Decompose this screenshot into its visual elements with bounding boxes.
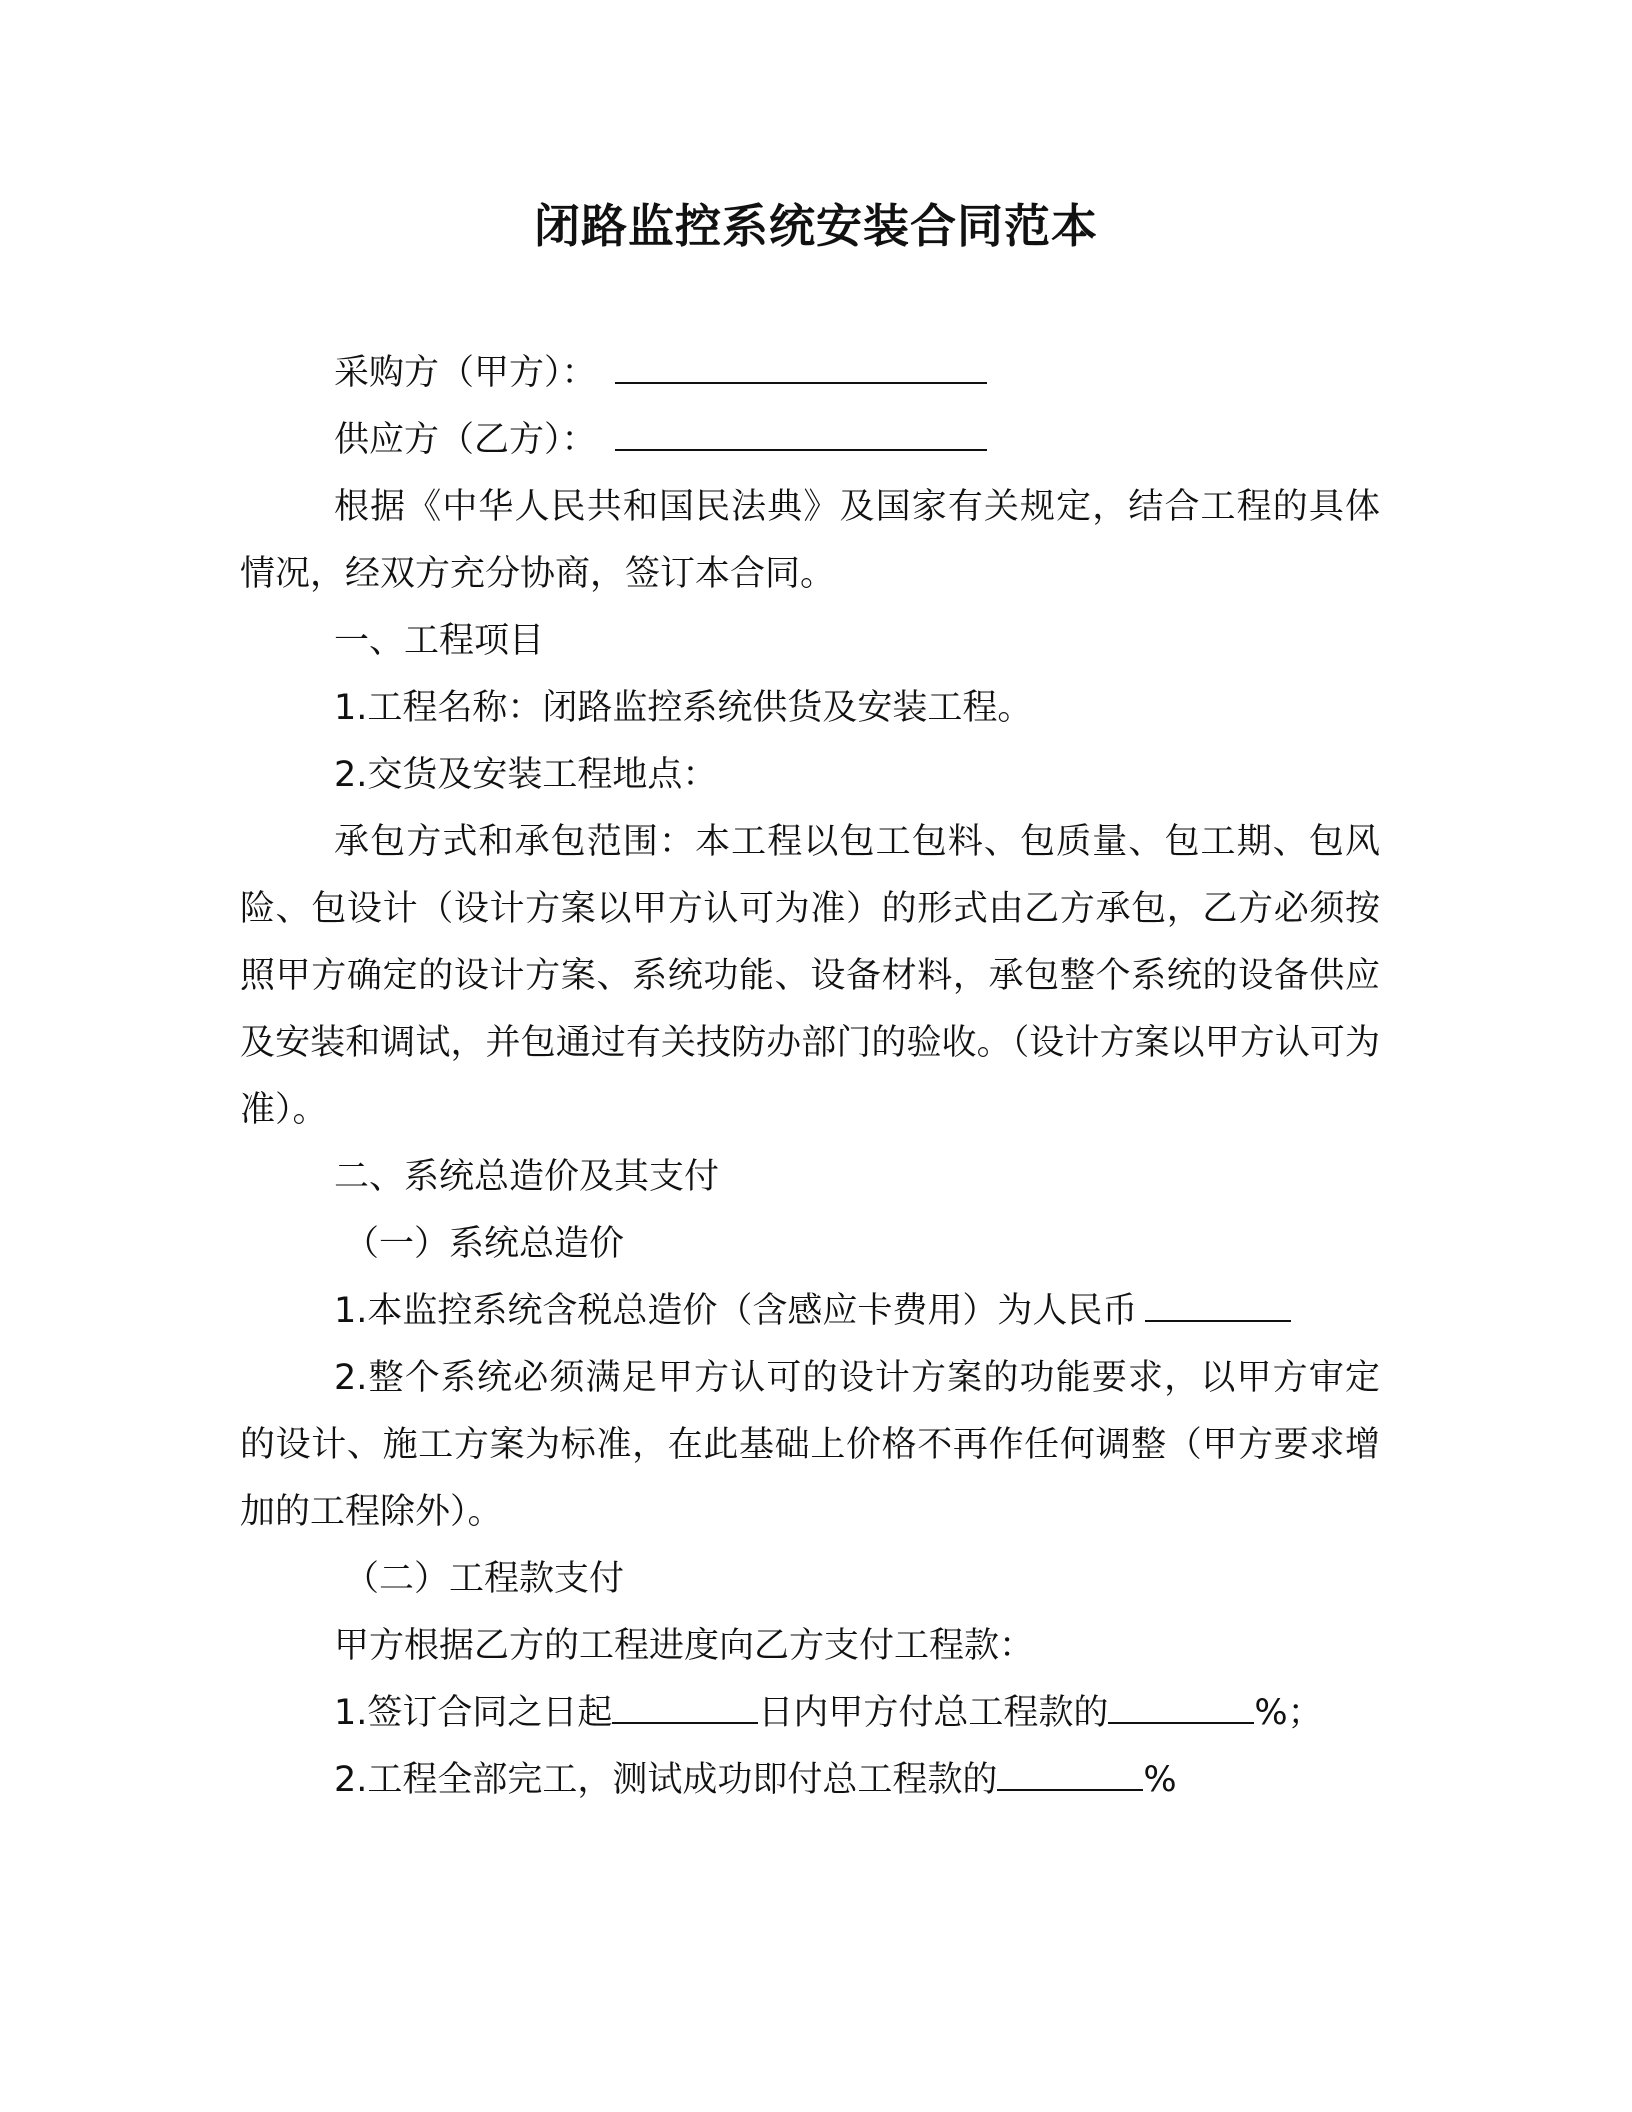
scope-paragraph: 承包方式和承包范围：本工程以包工包料、包质量、包工期、包风险、包设计（设计方案以甲方认可为准）的形式由乙方承包，乙方必须按照甲方确定的设计方案、系统功能、设备材料，承包整个系统的设备供应及安装和调试，并包通过有关技防办部门的验收。（设计方案以甲方认可为准）。: [240, 822, 1380, 1130]
payment-1-text-a: 1.签订合同之日起: [334, 1693, 613, 1733]
payment-1-text-c: %；: [1254, 1693, 1323, 1733]
subsection-total-price-heading: （一）系统总造价: [344, 1224, 625, 1264]
section-2-heading: 二、系统总造价及其支付: [334, 1157, 720, 1197]
party-a-label: 采购方（甲方）：: [334, 353, 597, 393]
subsection-payment-heading: （二）工程款支付: [344, 1559, 625, 1599]
payment-item-1: [240, 1680, 1380, 1747]
payment-2-text-b: %: [1143, 1760, 1177, 1800]
total-price-item: [240, 1278, 1380, 1345]
party-a-line: [240, 340, 1380, 407]
intro-paragraph: 根据《中华人民共和国民法典》及国家有关规定，结合工程的具体情况，经双方充分协商，签订本合同。: [240, 487, 1380, 594]
project-location-item: 2.交货及安装工程地点：: [334, 755, 718, 795]
payment-item-2: [240, 1747, 1380, 1814]
payment-intro: 甲方根据乙方的工程进度向乙方支付工程款：: [334, 1626, 1035, 1666]
payment-1-percent-blank: [1108, 1692, 1254, 1724]
payment-2-percent-blank: [997, 1759, 1143, 1791]
section-1-heading: 一、工程项目: [334, 621, 545, 661]
party-b-blank: [615, 419, 987, 451]
party-a-blank: [615, 352, 987, 384]
payment-1-text-b: 日内甲方付总工程款的: [758, 1693, 1109, 1733]
payment-1-days-blank: [612, 1692, 758, 1724]
payment-2-text-a: 2.工程全部完工，测试成功即付总工程款的: [334, 1760, 998, 1800]
party-b-line: [240, 407, 1380, 474]
total-price-text: 1.本监控系统含税总造价（含感应卡费用）为人民币: [334, 1291, 1138, 1331]
party-b-label: 供应方（乙方）：: [334, 420, 597, 460]
price-adjustment-item: 2.整个系统必须满足甲方认可的设计方案的功能要求，以甲方审定的设计、施工方案为标准，在此基础上价格不再作任何调整（甲方要求增加的工程除外）。: [240, 1358, 1380, 1532]
project-name-item: 1.工程名称：闭路监控系统供货及安装工程。: [334, 688, 1033, 728]
document-title: 闭路监控系统安装合同范本: [534, 199, 1098, 253]
total-price-blank: [1145, 1290, 1291, 1322]
document-body: [240, 340, 1380, 1814]
